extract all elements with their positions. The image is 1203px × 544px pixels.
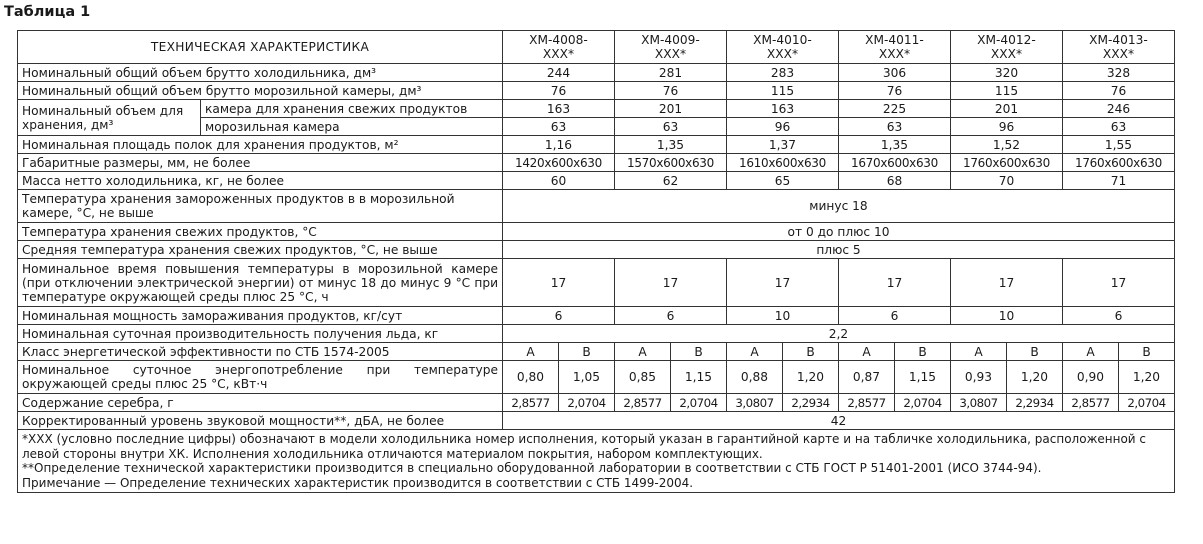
table-cell: В bbox=[1119, 343, 1175, 361]
table-cell: 328 bbox=[1063, 64, 1175, 82]
table-cell: А bbox=[839, 343, 895, 361]
table-cell: 1,16 bbox=[503, 136, 615, 154]
table-row bbox=[18, 307, 1175, 325]
table-cell: 2,2934 bbox=[1007, 394, 1063, 412]
table-cell: 246 bbox=[1063, 100, 1175, 118]
row-label: Номинальный объем для хранения, дм³ bbox=[18, 100, 201, 136]
table-cell: 17 bbox=[951, 259, 1063, 307]
table-cell: 17 bbox=[1063, 259, 1175, 307]
table-cell: 10 bbox=[727, 307, 839, 325]
table-cell: 0,88 bbox=[727, 361, 783, 394]
table-cell: 71 bbox=[1063, 172, 1175, 190]
table-cell: В bbox=[783, 343, 839, 361]
row-label: Номинальная площадь полок для хранения продуктов, м² bbox=[18, 136, 503, 154]
notes-row bbox=[18, 430, 1175, 493]
table-cell: 1,37 bbox=[727, 136, 839, 154]
table-cell: 1610x600x630 bbox=[727, 154, 839, 172]
table-cell: 115 bbox=[951, 82, 1063, 100]
model-header: ХМ-4008- ХХХ* bbox=[503, 31, 615, 64]
table-cell: 1670x600x630 bbox=[839, 154, 951, 172]
table-cell: 6 bbox=[503, 307, 615, 325]
table-row bbox=[18, 82, 1175, 100]
table-row bbox=[18, 64, 1175, 82]
sub-row-label: морозильная камера bbox=[201, 118, 503, 136]
table-cell: 2,8577 bbox=[615, 394, 671, 412]
table-cell: 115 bbox=[727, 82, 839, 100]
table-cell: 1,15 bbox=[671, 361, 727, 394]
table-cell: 6 bbox=[839, 307, 951, 325]
row-label: Средняя температура хранения свежих продуктов, °С, не выше bbox=[18, 241, 503, 259]
table-row bbox=[18, 259, 1175, 307]
table-cell: 96 bbox=[951, 118, 1063, 136]
row-label: Номинальный общий объем брутто морозильной камеры, дм³ bbox=[18, 82, 503, 100]
table-cell: 3,0807 bbox=[951, 394, 1007, 412]
table-cell: 2,0704 bbox=[895, 394, 951, 412]
table-cell: 2,8577 bbox=[839, 394, 895, 412]
table-row bbox=[18, 154, 1175, 172]
table-cell: 1,35 bbox=[615, 136, 727, 154]
table-cell: 2,0704 bbox=[1119, 394, 1175, 412]
table-cell: 306 bbox=[839, 64, 951, 82]
table-cell: 60 bbox=[503, 172, 615, 190]
table-cell: 0,80 bbox=[503, 361, 559, 394]
table-cell: 1,20 bbox=[1007, 361, 1063, 394]
table-cell: 225 bbox=[839, 100, 951, 118]
table-cell: 17 bbox=[727, 259, 839, 307]
table-cell: 1,15 bbox=[895, 361, 951, 394]
table-cell: 0,93 bbox=[951, 361, 1007, 394]
table-row bbox=[18, 412, 1175, 430]
table-cell: 320 bbox=[951, 64, 1063, 82]
table-cell: 65 bbox=[727, 172, 839, 190]
model-header: ХМ-4011- ХХХ* bbox=[839, 31, 951, 64]
table-cell: А bbox=[615, 343, 671, 361]
table-cell: 1,20 bbox=[783, 361, 839, 394]
row-label: Масса нетто холодильника, кг, не более bbox=[18, 172, 503, 190]
table-cell: 1760x600x630 bbox=[951, 154, 1063, 172]
table-cell: 3,0807 bbox=[727, 394, 783, 412]
table-cell: 62 bbox=[615, 172, 727, 190]
spec-table bbox=[17, 30, 1175, 493]
table-row bbox=[18, 100, 1175, 118]
table-cell: 0,87 bbox=[839, 361, 895, 394]
table-cell: 201 bbox=[615, 100, 727, 118]
table-cell: 1,55 bbox=[1063, 136, 1175, 154]
table-cell: минус 18 bbox=[503, 190, 1175, 223]
table-cell: 244 bbox=[503, 64, 615, 82]
table-cell: А bbox=[951, 343, 1007, 361]
row-label: Корректированный уровень звуковой мощности**, дБА, не более bbox=[18, 412, 503, 430]
note: Примечание — Определение технических характеристик производится в соответствии с СТБ 1499-2004. bbox=[22, 475, 694, 490]
row-label: Температура хранения замороженных продуктов в в морозильной камере, °С, не выше bbox=[18, 190, 503, 223]
footnote-2: **Определение технической характеристики производится в специально оборудованной лаборатории в соответствии с СТБ ГОСТ Р 51401-2001 (ИСО 3744-94). bbox=[22, 461, 1042, 475]
table-row bbox=[18, 361, 1175, 394]
table-cell: 17 bbox=[503, 259, 615, 307]
table-row bbox=[18, 394, 1175, 412]
table-caption: Таблица 1 bbox=[4, 4, 91, 20]
table-cell: 70 bbox=[951, 172, 1063, 190]
table-cell: 96 bbox=[727, 118, 839, 136]
table-cell: 0,90 bbox=[1063, 361, 1119, 394]
table-cell: 76 bbox=[503, 82, 615, 100]
footnote-1: *ХХХ (условно последние цифры) обозначают в модели холодильника номер исполнения, который указан в гарантийной карте и на табличке холодильника, расположенной с левой стороны внутри ХК. Исполнения холодильника отличаются материалом покрытия, набором комплектующих. bbox=[22, 432, 1147, 461]
table-cell: 76 bbox=[1063, 82, 1175, 100]
table-cell: 63 bbox=[503, 118, 615, 136]
table-row bbox=[18, 223, 1175, 241]
table-row bbox=[18, 172, 1175, 190]
table-cell: 68 bbox=[839, 172, 951, 190]
table-cell: 0,85 bbox=[615, 361, 671, 394]
table-cell: А bbox=[503, 343, 559, 361]
table-cell: В bbox=[559, 343, 615, 361]
row-label: Температура хранения свежих продуктов, °С bbox=[18, 223, 503, 241]
table-cell: В bbox=[1007, 343, 1063, 361]
table-cell: 283 bbox=[727, 64, 839, 82]
table-cell: 2,0704 bbox=[671, 394, 727, 412]
table-cell: 1570x600x630 bbox=[615, 154, 727, 172]
table-cell: В bbox=[895, 343, 951, 361]
table-cell: 63 bbox=[1063, 118, 1175, 136]
row-label: Содержание серебра, г bbox=[18, 394, 503, 412]
sub-row-label: камера для хранения свежих продуктов bbox=[201, 100, 503, 118]
table-cell: 2,8577 bbox=[503, 394, 559, 412]
table-cell: плюс 5 bbox=[503, 241, 1175, 259]
table-cell: 1,05 bbox=[559, 361, 615, 394]
table-cell: 1760x600x630 bbox=[1063, 154, 1175, 172]
row-label: Номинальное время повышения температуры в морозильной камере (при отключении электрической энергии) от минус 18 до минус 9 °С при температуре окружающей среды плюс 25 °С, ч bbox=[18, 259, 503, 307]
table-cell: 1,52 bbox=[951, 136, 1063, 154]
table-cell: 42 bbox=[503, 412, 1175, 430]
table-cell: 76 bbox=[839, 82, 951, 100]
table-cell: 2,2 bbox=[503, 325, 1175, 343]
table-cell: 6 bbox=[1063, 307, 1175, 325]
row-label: Номинальная суточная производительность получения льда, кг bbox=[18, 325, 503, 343]
table-row bbox=[18, 136, 1175, 154]
model-header: ХМ-4009- ХХХ* bbox=[615, 31, 727, 64]
table-cell: 281 bbox=[615, 64, 727, 82]
table-cell: 2,8577 bbox=[1063, 394, 1119, 412]
table-cell: 201 bbox=[951, 100, 1063, 118]
row-label: Номинальный общий объем брутто холодильника, дм³ bbox=[18, 64, 503, 82]
table-cell: 2,0704 bbox=[559, 394, 615, 412]
table-cell: В bbox=[671, 343, 727, 361]
table-cell: 17 bbox=[615, 259, 727, 307]
header-row bbox=[18, 31, 1175, 64]
table-cell: 76 bbox=[615, 82, 727, 100]
table-cell: 63 bbox=[615, 118, 727, 136]
table-cell: 163 bbox=[727, 100, 839, 118]
table-cell: 1,20 bbox=[1119, 361, 1175, 394]
table-cell: 63 bbox=[839, 118, 951, 136]
table-cell: 2,2934 bbox=[783, 394, 839, 412]
table-cell: 17 bbox=[839, 259, 951, 307]
table-cell: 10 bbox=[951, 307, 1063, 325]
header-label: ТЕХНИЧЕСКАЯ ХАРАКТЕРИСТИКА bbox=[18, 31, 503, 64]
table-cell: 1,35 bbox=[839, 136, 951, 154]
table-cell: А bbox=[727, 343, 783, 361]
row-label: Класс энергетической эффективности по СТБ 1574-2005 bbox=[18, 343, 503, 361]
table-cell: 163 bbox=[503, 100, 615, 118]
table-cell: А bbox=[1063, 343, 1119, 361]
model-header: ХМ-4012- ХХХ* bbox=[951, 31, 1063, 64]
table-row bbox=[18, 241, 1175, 259]
row-label: Габаритные размеры, мм, не более bbox=[18, 154, 503, 172]
model-header: ХМ-4010- ХХХ* bbox=[727, 31, 839, 64]
model-header: ХМ-4013- ХХХ* bbox=[1063, 31, 1175, 64]
table-cell: от 0 до плюс 10 bbox=[503, 223, 1175, 241]
table-row bbox=[18, 190, 1175, 223]
table-row bbox=[18, 343, 1175, 361]
table-cell: 1420x600x630 bbox=[503, 154, 615, 172]
row-label: Номинальная мощность замораживания продуктов, кг/сут bbox=[18, 307, 503, 325]
table-notes bbox=[18, 430, 1175, 493]
row-label: Номинальное суточное энергопотребление при температуре окружающей среды плюс 25 °С, кВт·ч bbox=[18, 361, 503, 394]
table-cell: 6 bbox=[615, 307, 727, 325]
table-row bbox=[18, 325, 1175, 343]
